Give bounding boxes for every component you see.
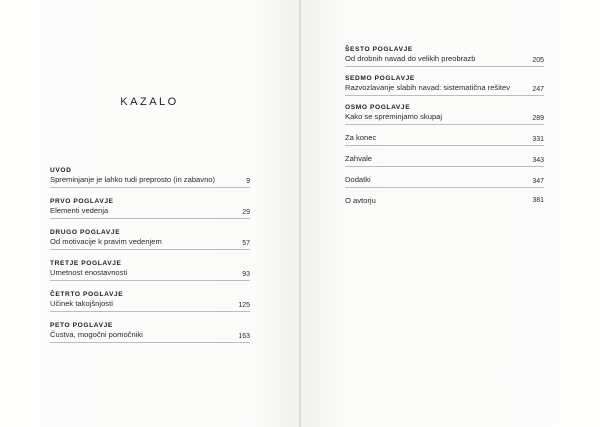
toc-page-number: 205 bbox=[532, 57, 544, 64]
toc-row bbox=[345, 54, 544, 67]
toc-chapter-title: Umetnost enostavnosti bbox=[50, 268, 128, 277]
toc-chapter-title: Spreminjanje je lahko tudi preprosto (in zabavno) bbox=[50, 175, 216, 184]
toc-row bbox=[345, 174, 544, 188]
toc-chapter-title: Elementi vedenja bbox=[50, 206, 109, 215]
toc-page-number: 93 bbox=[242, 271, 250, 278]
toc-entry[interactable] bbox=[50, 259, 250, 281]
toc-row bbox=[50, 206, 250, 219]
toc-chapter-heading: OSMO POGLAVJE bbox=[345, 104, 411, 111]
toc-page-number: 29 bbox=[242, 209, 250, 216]
toc-row bbox=[50, 299, 250, 312]
toc-row bbox=[345, 132, 544, 146]
page-title: KAZALO bbox=[120, 96, 179, 108]
toc-entry[interactable] bbox=[345, 195, 544, 206]
toc-entry[interactable] bbox=[50, 166, 250, 188]
left-page bbox=[0, 0, 299, 427]
toc-page-number: 347 bbox=[532, 178, 544, 185]
toc-entry[interactable] bbox=[345, 45, 544, 67]
toc-chapter-title: Dodatki bbox=[345, 175, 371, 184]
toc-entry[interactable] bbox=[50, 321, 250, 343]
toc-page-number: 343 bbox=[532, 157, 544, 164]
toc-entry[interactable] bbox=[50, 228, 250, 250]
toc-row bbox=[345, 153, 544, 167]
toc-chapter-title: Od motivacije k pravim vedenjem bbox=[50, 237, 162, 246]
toc-entry[interactable] bbox=[345, 153, 544, 167]
toc-entry[interactable] bbox=[345, 74, 544, 96]
toc-row bbox=[50, 268, 250, 281]
toc-row bbox=[50, 175, 250, 188]
toc-row bbox=[345, 195, 544, 206]
toc-page-number: 247 bbox=[532, 86, 544, 93]
toc-entry[interactable] bbox=[50, 290, 250, 312]
toc-chapter-heading: PETO POGLAVJE bbox=[50, 322, 113, 329]
toc-entry[interactable] bbox=[345, 174, 544, 188]
toc-row bbox=[50, 237, 250, 250]
toc-row bbox=[50, 330, 250, 343]
toc-page-number: 163 bbox=[238, 333, 250, 340]
toc-chapter-heading: ŠESTO POGLAVJE bbox=[345, 46, 413, 53]
toc-page-number: 381 bbox=[532, 197, 544, 204]
toc-chapter-title: Od drobnih navad do velikih preobrazb bbox=[345, 54, 476, 63]
toc-chapter-heading: DRUGO POGLAVJE bbox=[50, 229, 121, 236]
toc-chapter-heading: ČETRTO POGLAVJE bbox=[50, 291, 124, 298]
toc-list-left bbox=[50, 166, 250, 352]
toc-row bbox=[345, 83, 544, 96]
toc-page-number: 125 bbox=[238, 302, 250, 309]
toc-chapter-title: O avtorju bbox=[345, 196, 376, 205]
toc-row bbox=[345, 112, 544, 125]
toc-chapter-title: Razvozlavanje slabih navad: sistematična rešitev bbox=[345, 83, 511, 92]
toc-chapter-title: Za konec bbox=[345, 133, 377, 142]
toc-page-number: 57 bbox=[242, 240, 250, 247]
toc-chapter-title: Zahvale bbox=[345, 154, 373, 163]
toc-chapter-heading: PRVO POGLAVJE bbox=[50, 198, 114, 205]
toc-list-right bbox=[345, 45, 544, 213]
toc-page-number: 9 bbox=[246, 178, 250, 185]
toc-chapter-heading: TRETJE POGLAVJE bbox=[50, 260, 122, 267]
toc-chapter-heading: UVOD bbox=[50, 167, 72, 174]
toc-entry[interactable] bbox=[345, 132, 544, 146]
toc-chapter-heading: SEDMO POGLAVJE bbox=[345, 75, 415, 82]
toc-chapter-title: Kako se spreminjamo skupaj bbox=[345, 112, 443, 121]
toc-chapter-title: Učinek takojšnjosti bbox=[50, 299, 113, 308]
toc-chapter-title: Čustva, mogočni pomočniki bbox=[50, 330, 143, 339]
toc-page-number: 331 bbox=[532, 136, 544, 143]
toc-entry[interactable] bbox=[345, 103, 544, 125]
toc-entry[interactable] bbox=[50, 197, 250, 219]
toc-page-number: 289 bbox=[532, 115, 544, 122]
right-page bbox=[301, 0, 600, 427]
